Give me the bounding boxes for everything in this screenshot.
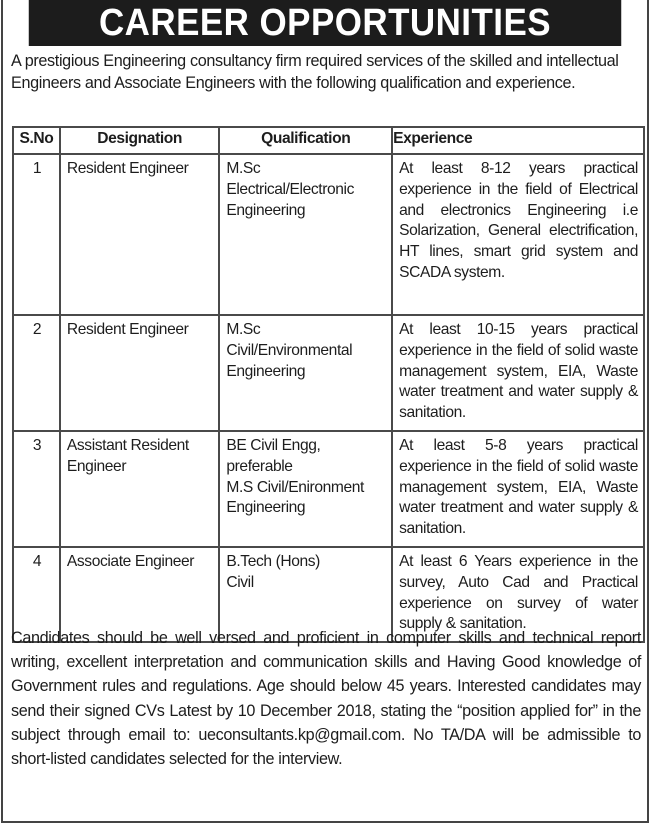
advertisement-frame bbox=[1, 0, 649, 823]
column-header-designation: Designation bbox=[60, 127, 219, 154]
cell-qualification bbox=[219, 154, 392, 315]
intro-paragraph: A prestigious Engineering consultancy firm required services of the skilled and intellectual Engineers and Associate Engineers with the following qualification and experience. bbox=[11, 52, 619, 92]
cell-designation: Associate Engineer bbox=[60, 547, 219, 642]
cell-qualification bbox=[219, 315, 392, 431]
cell-designation: Assistant Resident Engineer bbox=[60, 431, 219, 547]
table-row bbox=[13, 154, 644, 315]
qualification-line: Civil/Environmental bbox=[226, 341, 353, 359]
cell-experience: At least 10-15 years practical experience in the field of solid waste management system, EIA, Waste water treatment and water supply & sanitation. bbox=[392, 315, 644, 431]
cell-experience: At least 5-8 years practical experience in the field of solid waste management system, EIA, Waste water treatment and water supply & sanitation. bbox=[392, 431, 644, 547]
cell-sno: 2 bbox=[13, 315, 60, 431]
footer-paragraph: Candidates should be well versed and proficient in computer skills and technical report writing, excellent interpretation and communication skills and Having Good knowledge of Government rules and regulations. Age should below 45 years. Interested candidates may send their signed CVs Latest by 10 December 2018, stating the “position applied for” in the subject through email to: ueconsultants.kp@gmail.com. No TA/DA will be admissible to short-listed candidates selected for the interview. bbox=[11, 629, 641, 769]
qualification-line: Engineering bbox=[226, 201, 306, 219]
cell-qualification bbox=[219, 431, 392, 547]
page-title: CAREER OPPORTUNITIES bbox=[29, 0, 621, 46]
qualification-line: BE Civil Engg, bbox=[226, 436, 321, 454]
qualification-line: preferable bbox=[226, 457, 293, 475]
qualification-line: M.Sc bbox=[226, 160, 261, 177]
table-header-row bbox=[13, 127, 644, 154]
column-header-sno: S.No bbox=[13, 127, 60, 154]
qualification-line: Engineering bbox=[226, 362, 306, 380]
cell-sno: 1 bbox=[13, 154, 60, 315]
cell-designation: Resident Engineer bbox=[60, 315, 219, 431]
qualification-line: Electrical/Electronic bbox=[226, 180, 355, 198]
qualification-line: M.Sc bbox=[226, 321, 261, 338]
qualification-line: M.S Civil/Enironment bbox=[226, 478, 364, 496]
cell-experience: At least 8-12 years practical experience in the field of Electrical and electronics Engineering i.e Solarization, General electrification, HT lines, smart grid system and SCADA system. bbox=[392, 154, 644, 315]
table-row bbox=[13, 315, 644, 431]
cell-sno: 4 bbox=[13, 547, 60, 642]
qualification-line: Civil bbox=[226, 573, 254, 591]
positions-table bbox=[12, 126, 645, 643]
qualification-line: B.Tech (Hons) bbox=[226, 552, 320, 570]
qualification-line: Engineering bbox=[226, 499, 306, 517]
cell-sno: 3 bbox=[13, 431, 60, 547]
table-row bbox=[13, 431, 644, 547]
column-header-qualification: Qualification bbox=[219, 127, 392, 154]
cell-experience: At least 6 Years experience in the survey, Auto Cad and Practical experience on survey of water supply & sanitation. bbox=[392, 547, 644, 642]
column-header-experience: Experience bbox=[392, 127, 644, 154]
cell-designation: Resident Engineer bbox=[60, 154, 219, 315]
